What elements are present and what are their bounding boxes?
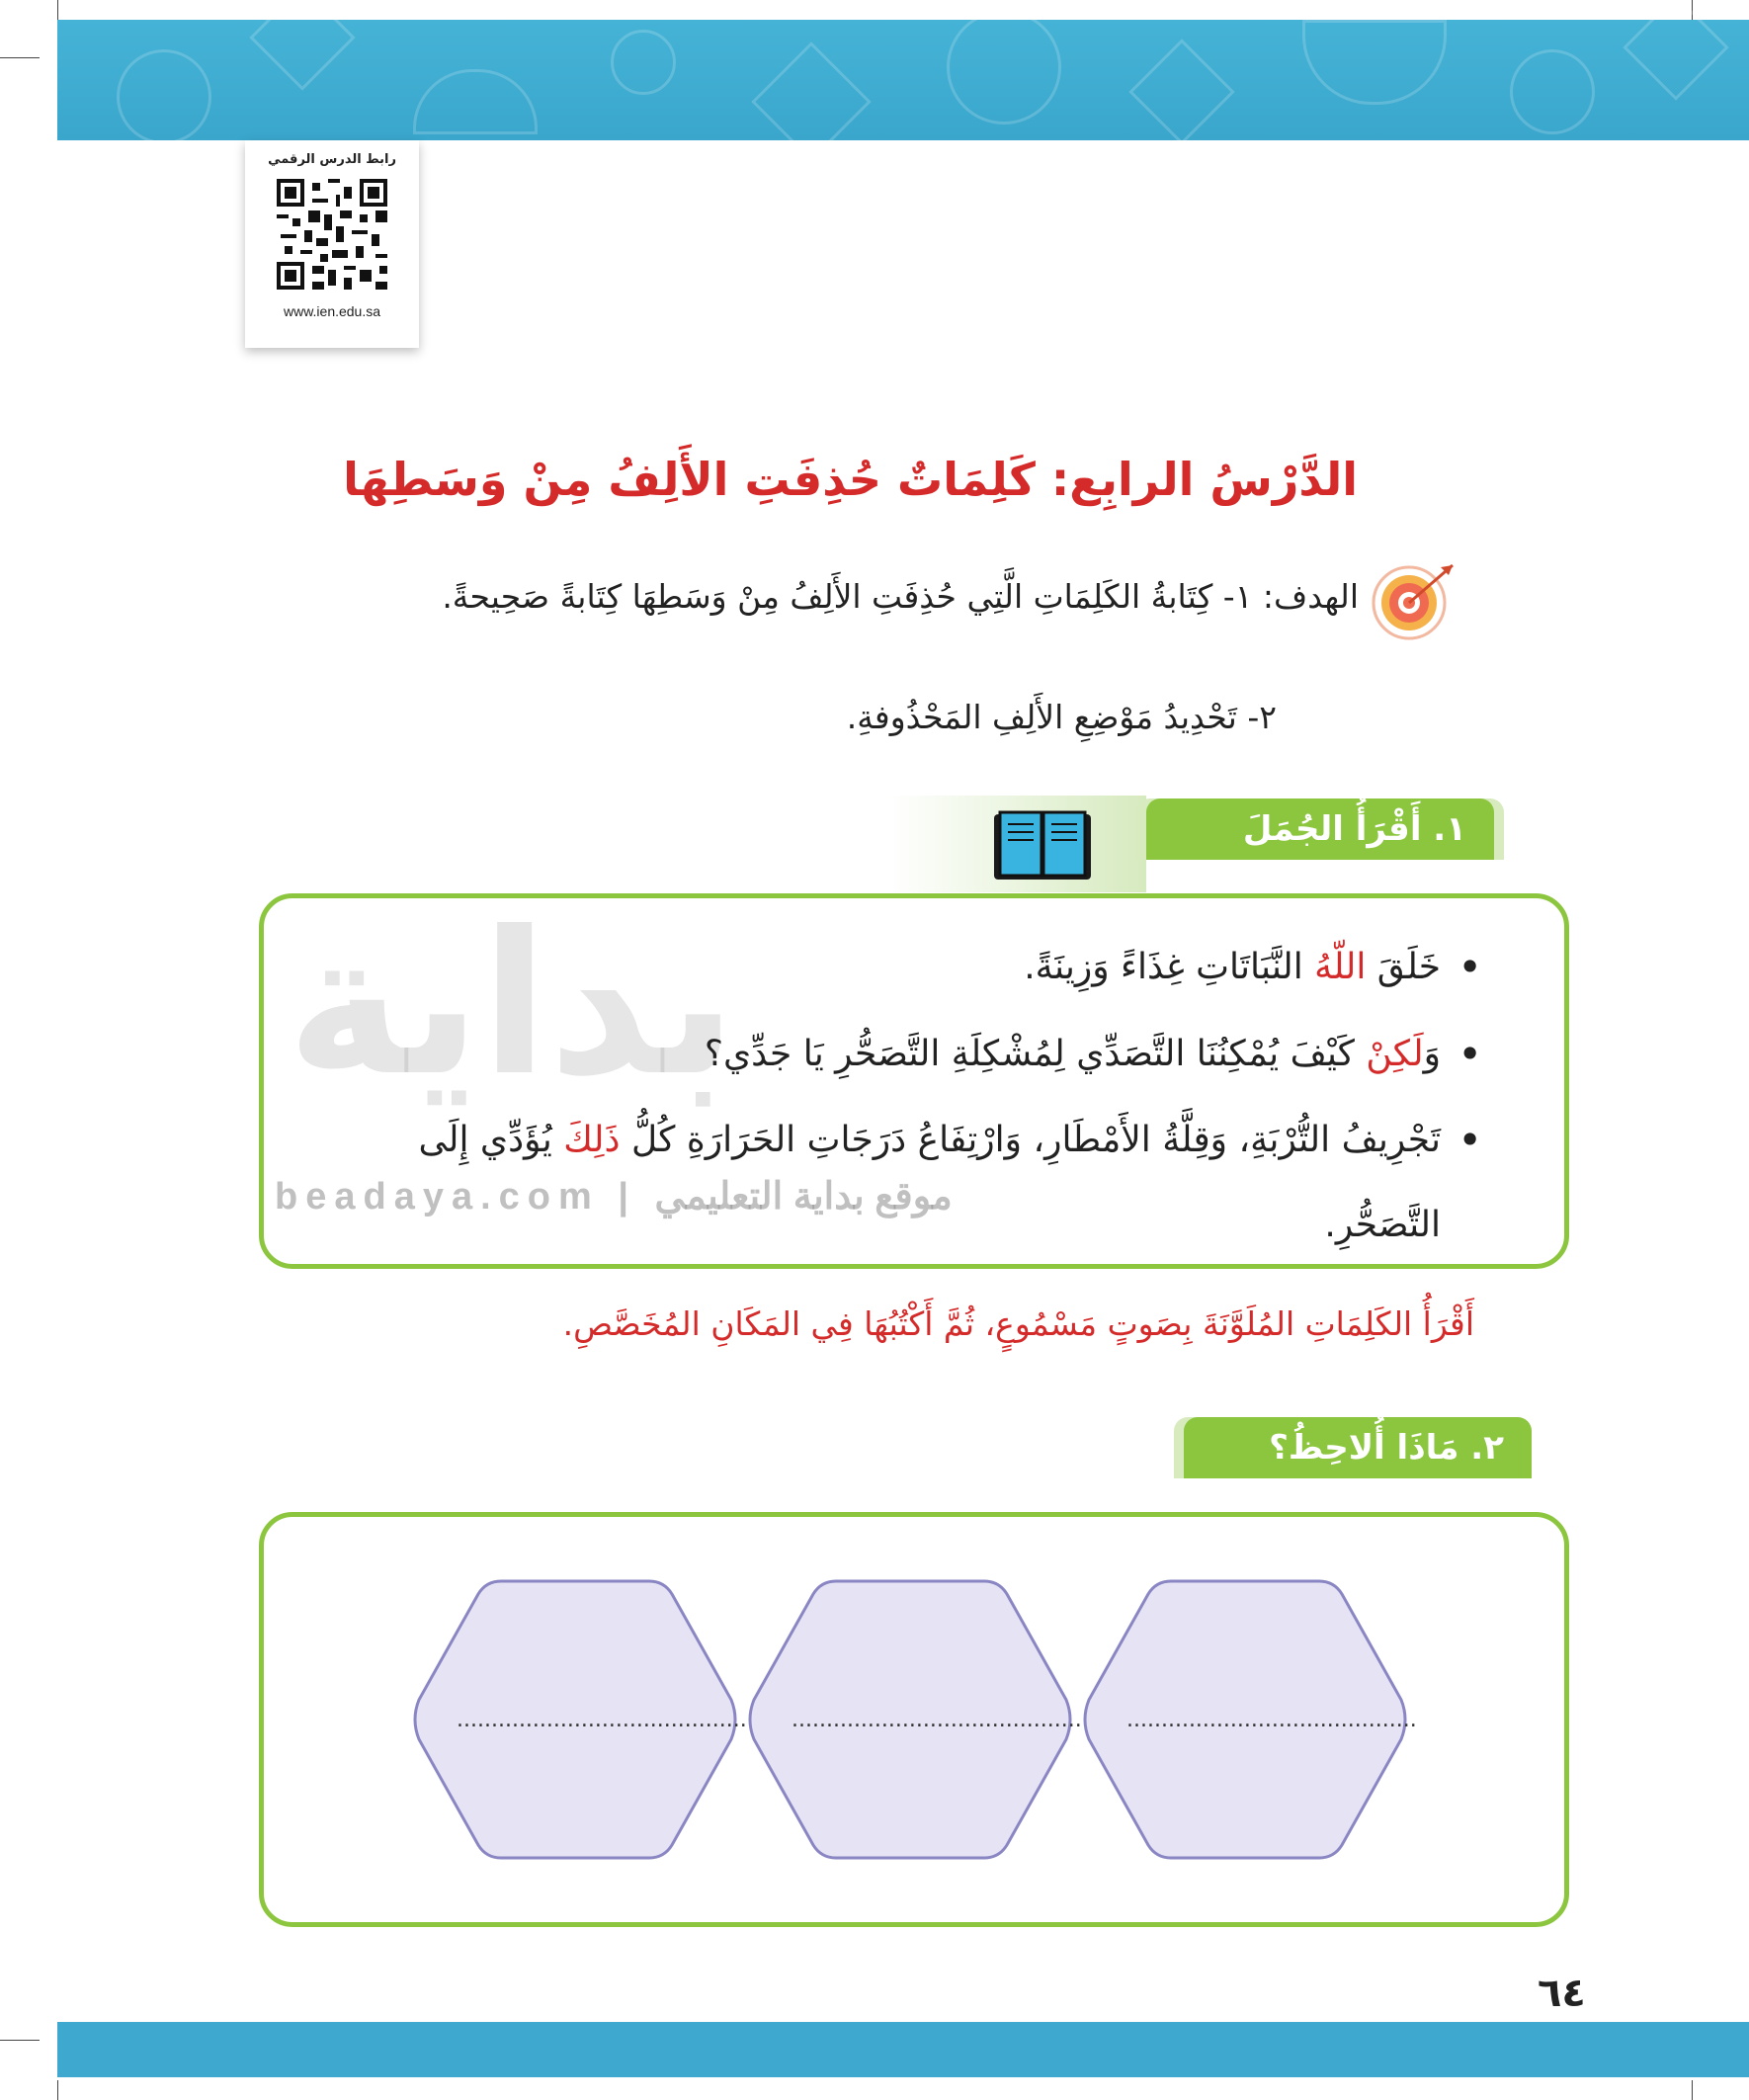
answer-slot[interactable]: .......................................... xyxy=(791,1708,1082,1732)
lesson-label: الدَّرْسُ الرابِع: xyxy=(1050,453,1358,506)
goal-line-2: ٢- تَحْدِيدُ مَوْضِعِ الأَلِفِ المَحْذُوفةِ. xyxy=(846,698,1277,736)
answer-hexagon[interactable] xyxy=(407,1571,747,1868)
header-band xyxy=(57,20,1749,140)
highlight-word: اللّهُ xyxy=(1314,947,1367,987)
page-number: ٦٤ xyxy=(1538,1971,1586,2016)
list-item: • وَلَكِنْ كَيْفَ يُمْكِنُنَا التَّصَدِّي لِمُشْكِلَةِ التَّصَحُّرِ يَا جَدِّي؟ xyxy=(296,1011,1482,1098)
crop-mark xyxy=(1692,2080,1693,2100)
lesson-title-text: كَلِمَاتٌ حُذِفَتِ الأَلِفُ مِنْ وَسَطِهَا xyxy=(343,453,1036,506)
page-title xyxy=(343,453,1358,506)
crop-mark xyxy=(57,0,58,20)
instruction-text: أَقْرَأُ الكَلِمَاتِ المُلَوَّنَةَ بِصَوتٍ مَسْمُوعٍ، ثُمَّ أَكْتُبُهَا فِي المَكَانِ المُخَصَّصِ. xyxy=(562,1304,1474,1343)
answer-hexagon[interactable] xyxy=(742,1571,1082,1868)
qr-code-icon[interactable] xyxy=(277,179,387,290)
goal-line-1: الهدف: ١- كِتَابةُ الكَلِمَاتِ الَّتِي حُذِفَتِ الأَلِفُ مِنْ وَسَطِهَا كِتَابةً صَحِيحةً. xyxy=(442,577,1359,616)
watermark-logo: بداية xyxy=(287,889,737,1120)
watermark-text: beadaya.com | موقع بداية التعليمي xyxy=(275,1176,953,1218)
book-icon xyxy=(992,808,1093,885)
answer-slot[interactable]: .......................................... xyxy=(457,1708,747,1732)
highlight-word: ذَلِكَ xyxy=(563,1120,621,1160)
section-2-title: ٢. مَاذَا أُلاحِظُ؟ xyxy=(1184,1417,1532,1478)
qr-title: رابط الدرس الرقمي xyxy=(268,152,396,167)
list-item: • تَجْرِيفُ التُّرْبَةِ، وَقِلَّةُ الأَمْطَارِ، وَارْتِفَاعُ دَرَجَاتِ الحَرَارَةِ كُلُّ ذَلِكَ يُؤَدِّي إِلَى التَّصَحُّرِ. xyxy=(296,1098,1482,1268)
crop-mark xyxy=(0,2040,40,2041)
crop-mark xyxy=(0,57,40,58)
highlight-word: لَكِنْ xyxy=(1366,1034,1424,1074)
sentence-list xyxy=(296,924,1482,1268)
section-1-title: ١. أَقْرَأُ الجُمَلَ الآتِيةَ: xyxy=(1146,798,1494,860)
answer-slot[interactable]: .......................................... xyxy=(1126,1708,1417,1732)
list-item: • خَلَقَ اللّهُ النَّبَاتَاتِ غِذَاءً وَزِينَةً. xyxy=(296,924,1482,1011)
crop-mark xyxy=(57,2080,58,2100)
target-icon xyxy=(1370,555,1458,644)
answer-hexagon[interactable] xyxy=(1077,1571,1417,1868)
footer-band xyxy=(57,2022,1749,2077)
qr-card[interactable] xyxy=(245,140,419,348)
qr-url[interactable]: www.ien.edu.sa xyxy=(283,303,381,319)
